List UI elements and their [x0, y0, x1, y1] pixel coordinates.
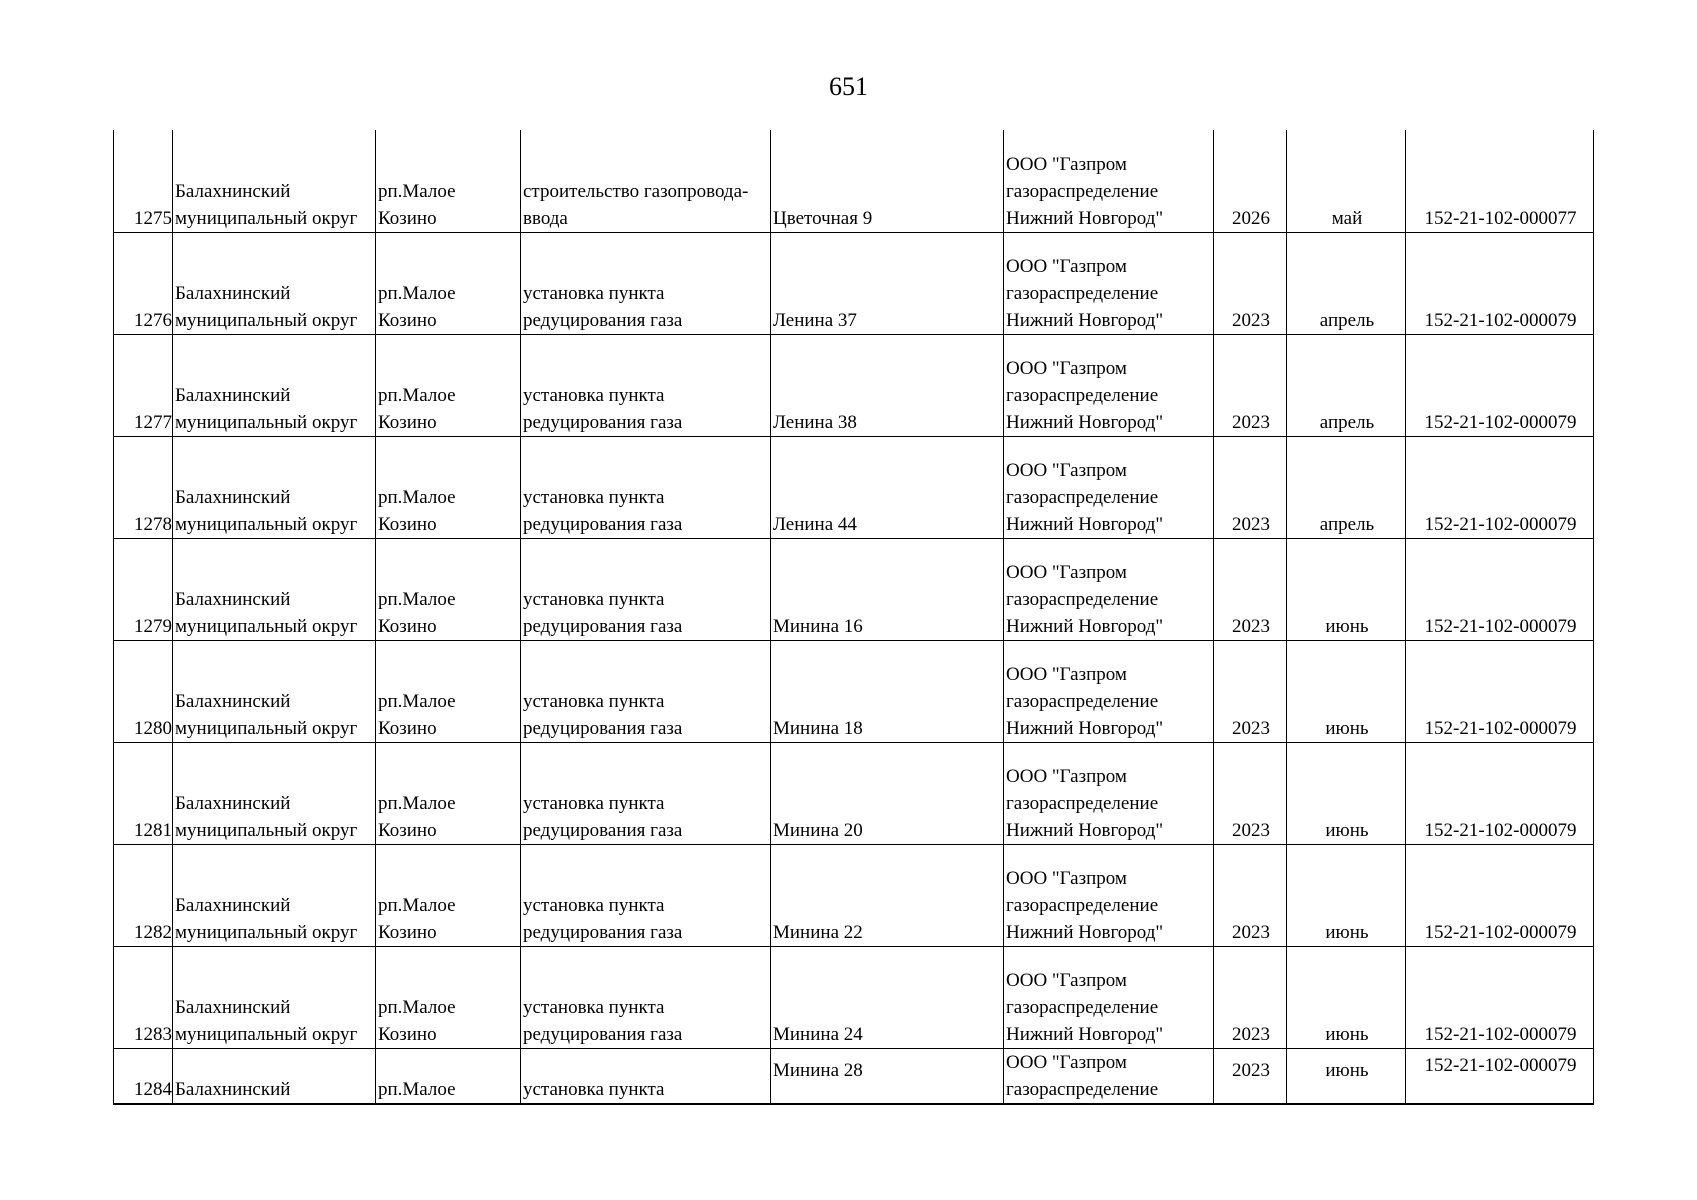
- work-type-cell-line: редуцирования газа: [523, 513, 683, 535]
- municipality-cell-line: муниципальный округ: [175, 615, 358, 637]
- month-cell: июнь: [1287, 1048, 1406, 1104]
- municipality-cell-line: муниципальный округ: [175, 309, 358, 331]
- row-number: 1282: [114, 844, 173, 946]
- organization-cell-line: Нижний Новгород": [1006, 411, 1164, 433]
- work-type-cell: [521, 538, 771, 640]
- organization-cell-line: газораспределение: [1006, 282, 1159, 304]
- organization-cell: [1004, 232, 1214, 334]
- code-cell: 152-21-102-000079: [1406, 334, 1594, 436]
- organization-cell: [1004, 334, 1214, 436]
- organization-cell-line: газораспределение: [1006, 588, 1159, 610]
- organization-cell-line: ООО "Газпром: [1006, 459, 1127, 481]
- settlement-cell-line: Козино: [378, 717, 437, 739]
- organization-cell-line: Нижний Новгород": [1006, 921, 1164, 943]
- work-type-cell: [521, 436, 771, 538]
- code-cell: 152-21-102-000079: [1406, 742, 1594, 844]
- code-cell: 152-21-102-000079: [1406, 436, 1594, 538]
- address-cell: Минина 28: [771, 1048, 1004, 1104]
- row-number: 1283: [114, 946, 173, 1048]
- settlement-cell-line: рп.Малое: [378, 894, 456, 916]
- municipality-cell-line: муниципальный округ: [175, 921, 358, 943]
- work-type-cell-line: установка пункта: [523, 996, 665, 1018]
- municipality-cell: [173, 844, 376, 946]
- address-cell: Минина 20: [771, 742, 1004, 844]
- month-cell: июнь: [1287, 640, 1406, 742]
- organization-cell-line: ООО "Газпром: [1006, 765, 1127, 787]
- table-row: [114, 538, 1594, 640]
- address-cell: Цветочная 9: [771, 130, 1004, 232]
- table-row: [114, 232, 1594, 334]
- table-row: [114, 334, 1594, 436]
- municipality-cell: [173, 334, 376, 436]
- settlement-cell-line: Козино: [378, 921, 437, 943]
- settlement-cell-line: рп.Малое: [378, 282, 456, 304]
- organization-cell-line: Нижний Новгород": [1006, 717, 1164, 739]
- table-row: [114, 742, 1594, 844]
- row-number: 1276: [114, 232, 173, 334]
- organization-cell-line: Нижний Новгород": [1006, 1023, 1164, 1045]
- work-type-cell: [521, 1048, 771, 1104]
- organization-cell-line: ООО "Газпром: [1006, 153, 1127, 175]
- organization-cell-line: газораспределение: [1006, 1078, 1159, 1100]
- address-cell: Ленина 38: [771, 334, 1004, 436]
- address-cell: Минина 18: [771, 640, 1004, 742]
- month-cell: апрель: [1287, 436, 1406, 538]
- year-cell: 2023: [1214, 946, 1287, 1048]
- settlement-cell-line: рп.Малое: [378, 588, 456, 610]
- month-cell: июнь: [1287, 844, 1406, 946]
- municipality-cell: [173, 130, 376, 232]
- organization-cell: [1004, 844, 1214, 946]
- work-type-cell-line: редуцирования газа: [523, 309, 683, 331]
- organization-cell-line: ООО "Газпром: [1006, 867, 1127, 889]
- work-type-cell: [521, 742, 771, 844]
- municipality-cell: [173, 640, 376, 742]
- code-cell: 152-21-102-000079: [1406, 1048, 1594, 1104]
- organization-cell-line: газораспределение: [1006, 996, 1159, 1018]
- settlement-cell: [376, 844, 521, 946]
- organization-cell-line: газораспределение: [1006, 792, 1159, 814]
- organization-cell-line: ООО "Газпром: [1006, 969, 1127, 991]
- address-cell: Ленина 37: [771, 232, 1004, 334]
- year-cell: 2023: [1214, 232, 1287, 334]
- settlement-cell-line: рп.Малое: [378, 690, 456, 712]
- settlement-cell-line: Козино: [378, 1023, 437, 1045]
- row-number: 1275: [114, 130, 173, 232]
- work-type-cell-line: редуцирования газа: [523, 1023, 683, 1045]
- table-row: [114, 844, 1594, 946]
- year-cell: 2023: [1214, 742, 1287, 844]
- organization-cell: [1004, 742, 1214, 844]
- organization-cell-line: газораспределение: [1006, 180, 1159, 202]
- organization-cell: [1004, 436, 1214, 538]
- settlement-cell: [376, 742, 521, 844]
- work-type-cell-line: редуцирования газа: [523, 615, 683, 637]
- code-cell: 152-21-102-000079: [1406, 538, 1594, 640]
- work-type-cell-line: установка пункта: [523, 588, 665, 610]
- settlement-cell-line: рп.Малое: [378, 996, 456, 1018]
- address-cell: Минина 24: [771, 946, 1004, 1048]
- row-number: 1280: [114, 640, 173, 742]
- municipality-cell-line: муниципальный округ: [175, 1023, 358, 1045]
- address-cell: Минина 16: [771, 538, 1004, 640]
- work-type-cell: [521, 844, 771, 946]
- municipality-cell-line: Балахнинский: [175, 180, 291, 202]
- organization-cell-line: газораспределение: [1006, 894, 1159, 916]
- organization-cell-line: ООО "Газпром: [1006, 663, 1127, 685]
- municipality-cell-line: муниципальный округ: [175, 819, 358, 841]
- settlement-cell-line: рп.Малое: [378, 180, 456, 202]
- settlement-cell-line: Козино: [378, 411, 437, 433]
- table-row: [114, 946, 1594, 1048]
- settlement-cell-line: рп.Малое: [378, 486, 456, 508]
- work-type-cell-line: установка пункта: [523, 282, 665, 304]
- work-type-cell-line: ввода: [523, 207, 568, 229]
- settlement-cell: [376, 436, 521, 538]
- work-type-cell-line: редуцирования газа: [523, 819, 683, 841]
- organization-cell-line: Нижний Новгород": [1006, 819, 1164, 841]
- organization-cell-line: ООО "Газпром: [1006, 1051, 1127, 1073]
- organization-cell: [1004, 1048, 1214, 1104]
- organization-cell-line: ООО "Газпром: [1006, 255, 1127, 277]
- year-cell: 2023: [1214, 844, 1287, 946]
- year-cell: 2023: [1214, 334, 1287, 436]
- municipality-cell: [173, 742, 376, 844]
- settlement-cell-line: рп.Малое: [378, 792, 456, 814]
- row-number: 1281: [114, 742, 173, 844]
- year-cell: 2023: [1214, 640, 1287, 742]
- row-number: 1278: [114, 436, 173, 538]
- code-cell: 152-21-102-000079: [1406, 232, 1594, 334]
- month-cell: апрель: [1287, 232, 1406, 334]
- organization-cell-line: газораспределение: [1006, 384, 1159, 406]
- municipality-cell: [173, 946, 376, 1048]
- work-type-cell: [521, 232, 771, 334]
- code-cell: 152-21-102-000077: [1406, 130, 1594, 232]
- work-type-cell: [521, 946, 771, 1048]
- municipality-cell-line: муниципальный округ: [175, 513, 358, 535]
- page-number: 651: [829, 72, 868, 101]
- row-number: 1284: [114, 1048, 173, 1104]
- organization-cell-line: Нижний Новгород": [1006, 207, 1164, 229]
- municipality-cell-line: Балахнинский: [175, 996, 291, 1018]
- settlement-cell: [376, 946, 521, 1048]
- organization-cell-line: Нижний Новгород": [1006, 513, 1164, 535]
- settlement-cell-line: рп.Малое: [378, 384, 456, 406]
- organization-cell-line: газораспределение: [1006, 690, 1159, 712]
- work-type-cell: [521, 640, 771, 742]
- work-type-cell-line: установка пункта: [523, 486, 665, 508]
- work-type-cell-line: установка пункта: [523, 384, 665, 406]
- work-type-cell-line: установка пункта: [523, 1078, 665, 1100]
- municipality-cell-line: Балахнинский: [175, 894, 291, 916]
- year-cell: 2023: [1214, 436, 1287, 538]
- municipality-cell-line: Балахнинский: [175, 792, 291, 814]
- work-type-cell-line: установка пункта: [523, 894, 665, 916]
- organization-cell-line: Нижний Новгород": [1006, 309, 1164, 331]
- table-row: [114, 130, 1594, 232]
- organization-cell: [1004, 946, 1214, 1048]
- year-cell: 2023: [1214, 1048, 1287, 1104]
- organization-cell-line: газораспределение: [1006, 486, 1159, 508]
- settlement-cell: [376, 640, 521, 742]
- settlement-cell-line: Козино: [378, 819, 437, 841]
- organization-cell: [1004, 640, 1214, 742]
- month-cell: июнь: [1287, 742, 1406, 844]
- municipality-cell-line: Балахнинский: [175, 1078, 291, 1100]
- settlement-cell-line: Козино: [378, 513, 437, 535]
- works-table: [113, 130, 1594, 1105]
- organization-cell-line: ООО "Газпром: [1006, 561, 1127, 583]
- municipality-cell-line: муниципальный округ: [175, 717, 358, 739]
- municipality-cell: [173, 1048, 376, 1104]
- organization-cell-line: ООО "Газпром: [1006, 357, 1127, 379]
- organization-cell-line: Нижний Новгород": [1006, 615, 1164, 637]
- municipality-cell: [173, 232, 376, 334]
- work-type-cell-line: редуцирования газа: [523, 921, 683, 943]
- settlement-cell: [376, 1048, 521, 1104]
- municipality-cell-line: муниципальный округ: [175, 207, 358, 229]
- table-row: [114, 436, 1594, 538]
- settlement-cell-line: Козино: [378, 309, 437, 331]
- month-cell: май: [1287, 130, 1406, 232]
- municipality-cell-line: Балахнинский: [175, 282, 291, 304]
- municipality-cell: [173, 436, 376, 538]
- table-row: [114, 640, 1594, 742]
- address-cell: Минина 22: [771, 844, 1004, 946]
- code-cell: 152-21-102-000079: [1406, 640, 1594, 742]
- work-type-cell-line: строительство газопровода-: [523, 180, 749, 202]
- settlement-cell: [376, 334, 521, 436]
- municipality-cell-line: муниципальный округ: [175, 411, 358, 433]
- table-row: [114, 1048, 1594, 1104]
- municipality-cell-line: Балахнинский: [175, 588, 291, 610]
- organization-cell: [1004, 130, 1214, 232]
- address-cell: Ленина 44: [771, 436, 1004, 538]
- work-type-cell-line: установка пункта: [523, 690, 665, 712]
- month-cell: апрель: [1287, 334, 1406, 436]
- work-type-cell: [521, 130, 771, 232]
- work-type-cell-line: редуцирования газа: [523, 411, 683, 433]
- month-cell: июнь: [1287, 538, 1406, 640]
- row-number: 1279: [114, 538, 173, 640]
- settlement-cell-line: Козино: [378, 207, 437, 229]
- work-type-cell-line: установка пункта: [523, 792, 665, 814]
- organization-cell: [1004, 538, 1214, 640]
- settlement-cell-line: рп.Малое: [378, 1078, 456, 1100]
- year-cell: 2026: [1214, 130, 1287, 232]
- row-number: 1277: [114, 334, 173, 436]
- municipality-cell: [173, 538, 376, 640]
- municipality-cell-line: Балахнинский: [175, 384, 291, 406]
- year-cell: 2023: [1214, 538, 1287, 640]
- work-type-cell-line: редуцирования газа: [523, 717, 683, 739]
- settlement-cell: [376, 232, 521, 334]
- code-cell: 152-21-102-000079: [1406, 946, 1594, 1048]
- month-cell: июнь: [1287, 946, 1406, 1048]
- municipality-cell-line: Балахнинский: [175, 690, 291, 712]
- settlement-cell: [376, 130, 521, 232]
- settlement-cell: [376, 538, 521, 640]
- settlement-cell-line: Козино: [378, 615, 437, 637]
- table-body: [114, 130, 1594, 1104]
- work-type-cell: [521, 334, 771, 436]
- municipality-cell-line: Балахнинский: [175, 486, 291, 508]
- code-cell: 152-21-102-000079: [1406, 844, 1594, 946]
